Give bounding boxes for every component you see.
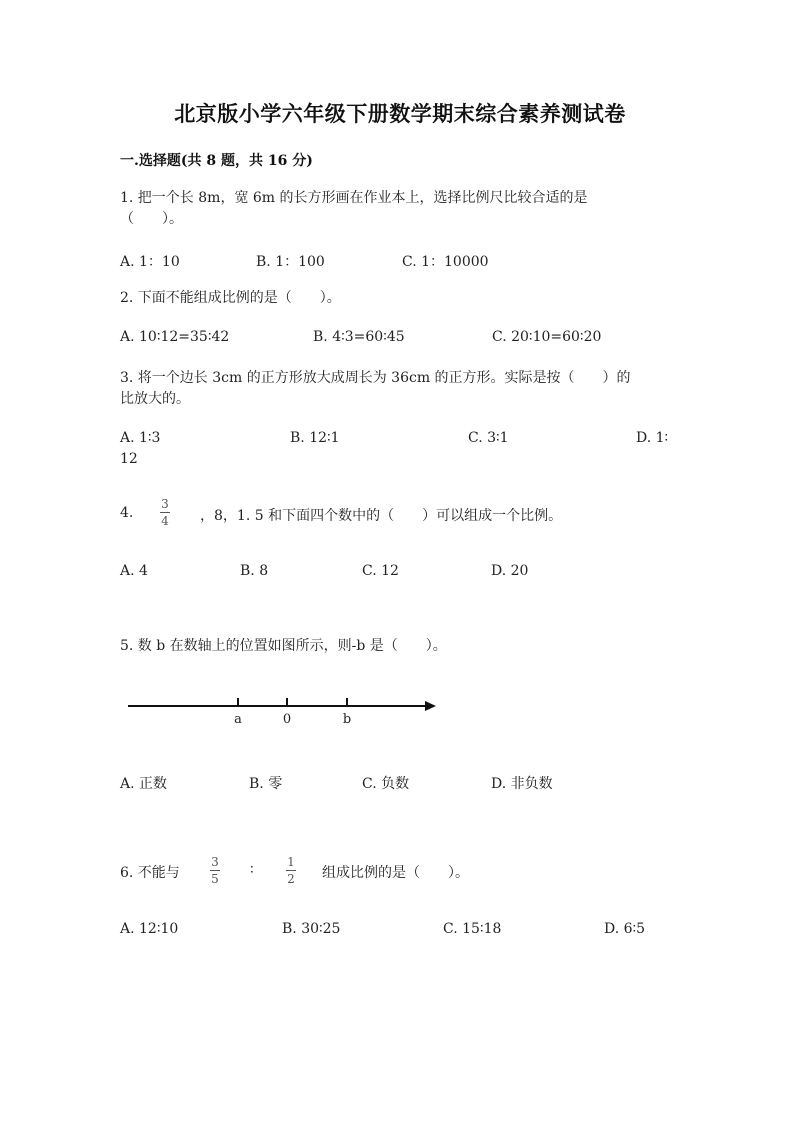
question-3-line-1: 3. 将一个边长 3cm 的正方形放大成周长为 36cm 的正方形。实际是按（ ）的	[120, 370, 631, 386]
axis-label-a: a	[234, 712, 242, 727]
fraction-bar	[160, 512, 170, 513]
q6-option-d[interactable]: D. 6∶5	[604, 921, 646, 937]
question-6-suffix: 组成比例的是（ ）。	[322, 865, 469, 881]
q6-fraction-1-numerator: 3	[211, 855, 219, 869]
q5-option-c[interactable]: C. 负数	[362, 776, 410, 792]
q6-fraction-2-denominator: 2	[287, 872, 295, 886]
q6-fraction-1	[210, 855, 220, 886]
q5-option-d[interactable]: D. 非负数	[491, 776, 553, 792]
q3-option-d[interactable]: D. 1∶	[636, 430, 669, 446]
question-1	[120, 188, 680, 230]
q1-option-b[interactable]: B. 1：100	[256, 254, 325, 270]
q1-option-a[interactable]: A. 1：10	[120, 254, 180, 270]
q3-option-a[interactable]: A. 1∶3	[120, 430, 161, 446]
q6-option-a[interactable]: A. 12∶10	[120, 921, 179, 937]
q4-fraction-numerator: 3	[161, 497, 169, 511]
q3-option-b[interactable]: B. 12∶1	[290, 430, 340, 446]
question-4-number: 4.	[120, 505, 134, 521]
q2-option-b[interactable]: B. 4∶3=60∶45	[313, 329, 405, 345]
question-4-text: ，8，1. 5 和下面四个数中的（ ）可以组成一个比例。	[200, 508, 563, 524]
q3-option-c[interactable]: C. 3∶1	[468, 430, 509, 446]
question-1-line-2: （ ）。	[120, 211, 183, 227]
question-6-prefix: 6. 不能与	[120, 865, 180, 881]
question-3-line-2: 比放大的。	[120, 391, 190, 407]
page-title: 北京版小学六年级下册数学期末综合素养测试卷	[174, 101, 626, 126]
q6-colon: ∶	[250, 862, 254, 878]
q5-option-a[interactable]: A. 正数	[120, 776, 168, 792]
q4-option-b[interactable]: B. 8	[240, 563, 269, 579]
q2-option-c[interactable]: C. 20∶10=60∶20	[492, 329, 602, 345]
axis-label-zero: 0	[282, 712, 292, 727]
q5-option-b[interactable]: B. 零	[249, 776, 283, 792]
number-line	[120, 690, 450, 730]
q4-option-d[interactable]: D. 20	[491, 563, 529, 579]
question-2: 2. 下面不能组成比例的是（ ）。	[120, 290, 341, 306]
axis-label-b: b	[342, 712, 352, 727]
q4-option-a[interactable]: A. 4	[120, 563, 148, 579]
fraction-bar	[210, 870, 220, 871]
question-3	[120, 368, 680, 410]
q6-fraction-1-denominator: 5	[211, 872, 219, 886]
question-1-line-1: 1. 把一个长 8m，宽 6m 的长方形画在作业本上，选择比例尺比较合适的是	[120, 190, 588, 206]
q4-fraction-denominator: 4	[161, 514, 169, 528]
q6-fraction-2	[286, 855, 296, 886]
q6-option-b[interactable]: B. 30∶25	[282, 921, 341, 937]
number-line-arrow-icon	[425, 701, 436, 711]
fraction-bar	[286, 870, 296, 871]
q2-option-a[interactable]: A. 10∶12=35∶42	[120, 329, 230, 345]
q6-fraction-2-numerator: 1	[287, 855, 295, 869]
q1-option-c[interactable]: C. 1：10000	[402, 254, 489, 270]
q4-option-c[interactable]: C. 12	[362, 563, 399, 579]
q3-option-d-wrap: 12	[120, 451, 138, 467]
question-5: 5. 数 b 在数轴上的位置如图所示，则-b 是（ ）。	[120, 638, 447, 654]
q6-option-c[interactable]: C. 15∶18	[443, 921, 502, 937]
section-heading: 一.选择题(共 8 题，共 16 分)	[120, 153, 313, 169]
q4-fraction	[160, 497, 170, 528]
